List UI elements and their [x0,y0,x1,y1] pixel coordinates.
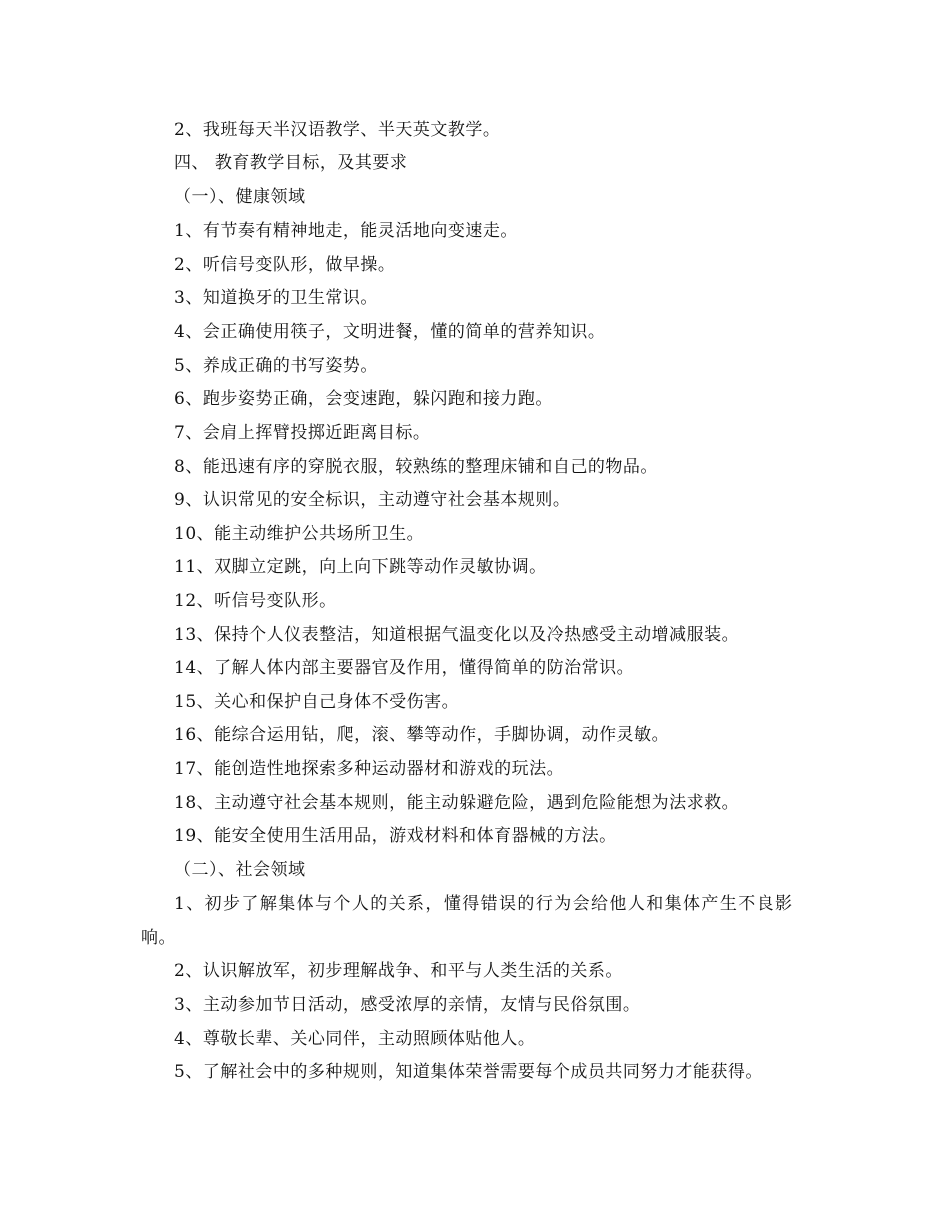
list-item: 9、认识常见的安全标识，主动遵守社会基本规则。 [174,490,571,510]
list-item: 16、能综合运用钻，爬，滚、攀等动作，手脚协调，动作灵敏。 [174,725,670,745]
list-item: 13、保持个人仪表整洁，知道根据气温变化以及冷热感受主动增减服装。 [174,625,740,645]
text-line: 2、我班每天半汉语教学、半天英文教学。 [174,120,501,140]
subsection-heading: （二）、社会领域 [174,860,306,880]
list-item: 19、能安全使用生活用品，游戏材料和体育器械的方法。 [174,826,617,846]
list-item: 15、关心和保护自己身体不受伤害。 [174,692,460,712]
list-item: 1、初步了解集体与个人的关系，懂得错误的行为会给他人和集体产生不良影 [174,894,794,914]
list-item: 18、主动遵守社会基本规则，能主动躲避危险，遇到危险能想为法求救。 [174,793,740,813]
section-heading: 四、 教育教学目标，及其要求 [174,153,408,173]
list-item: 3、主动参加节日活动，感受浓厚的亲情，友情与民俗氛围。 [174,995,641,1015]
list-item: 11、双脚立定跳，向上向下跳等动作灵敏协调。 [174,557,547,577]
list-item: 5、了解社会中的多种规则，知道集体荣誉需要每个成员共同努力才能获得。 [174,1062,763,1082]
list-item: 17、能创造性地探索多种运动器材和游戏的玩法。 [174,759,565,779]
list-item: 4、会正确使用筷子，文明进餐，懂的简单的营养知识。 [174,322,606,342]
list-item: 4、尊敬长辈、关心同伴，主动照顾体贴他人。 [174,1029,536,1049]
list-item: 5、养成正确的书写姿势。 [174,356,378,376]
list-item: 7、会肩上挥臂投掷近距离目标。 [174,423,431,443]
list-item: 2、认识解放军，初步理解战争、和平与人类生活的关系。 [174,961,623,981]
list-item: 6、跑步姿势正确，会变速跑，躲闪跑和接力跑。 [174,389,553,409]
list-item: 8、能迅速有序的穿脱衣服，较熟练的整理床铺和自己的物品。 [174,457,658,477]
list-item: 3、知道换牙的卫生常识。 [174,288,378,308]
list-item: 10、能主动维护公共场所卫生。 [174,524,425,544]
list-item: 12、听信号变队形。 [174,591,337,611]
list-item: 14、了解人体内部主要器官及作用，懂得简单的防治常识。 [174,658,635,678]
list-item: 1、有节奏有精神地走，能灵活地向变速走。 [174,221,518,241]
subsection-heading: （一）、健康领域 [174,187,306,207]
list-item-continuation: 响。 [141,928,176,948]
list-item: 2、听信号变队形，做早操。 [174,255,396,275]
